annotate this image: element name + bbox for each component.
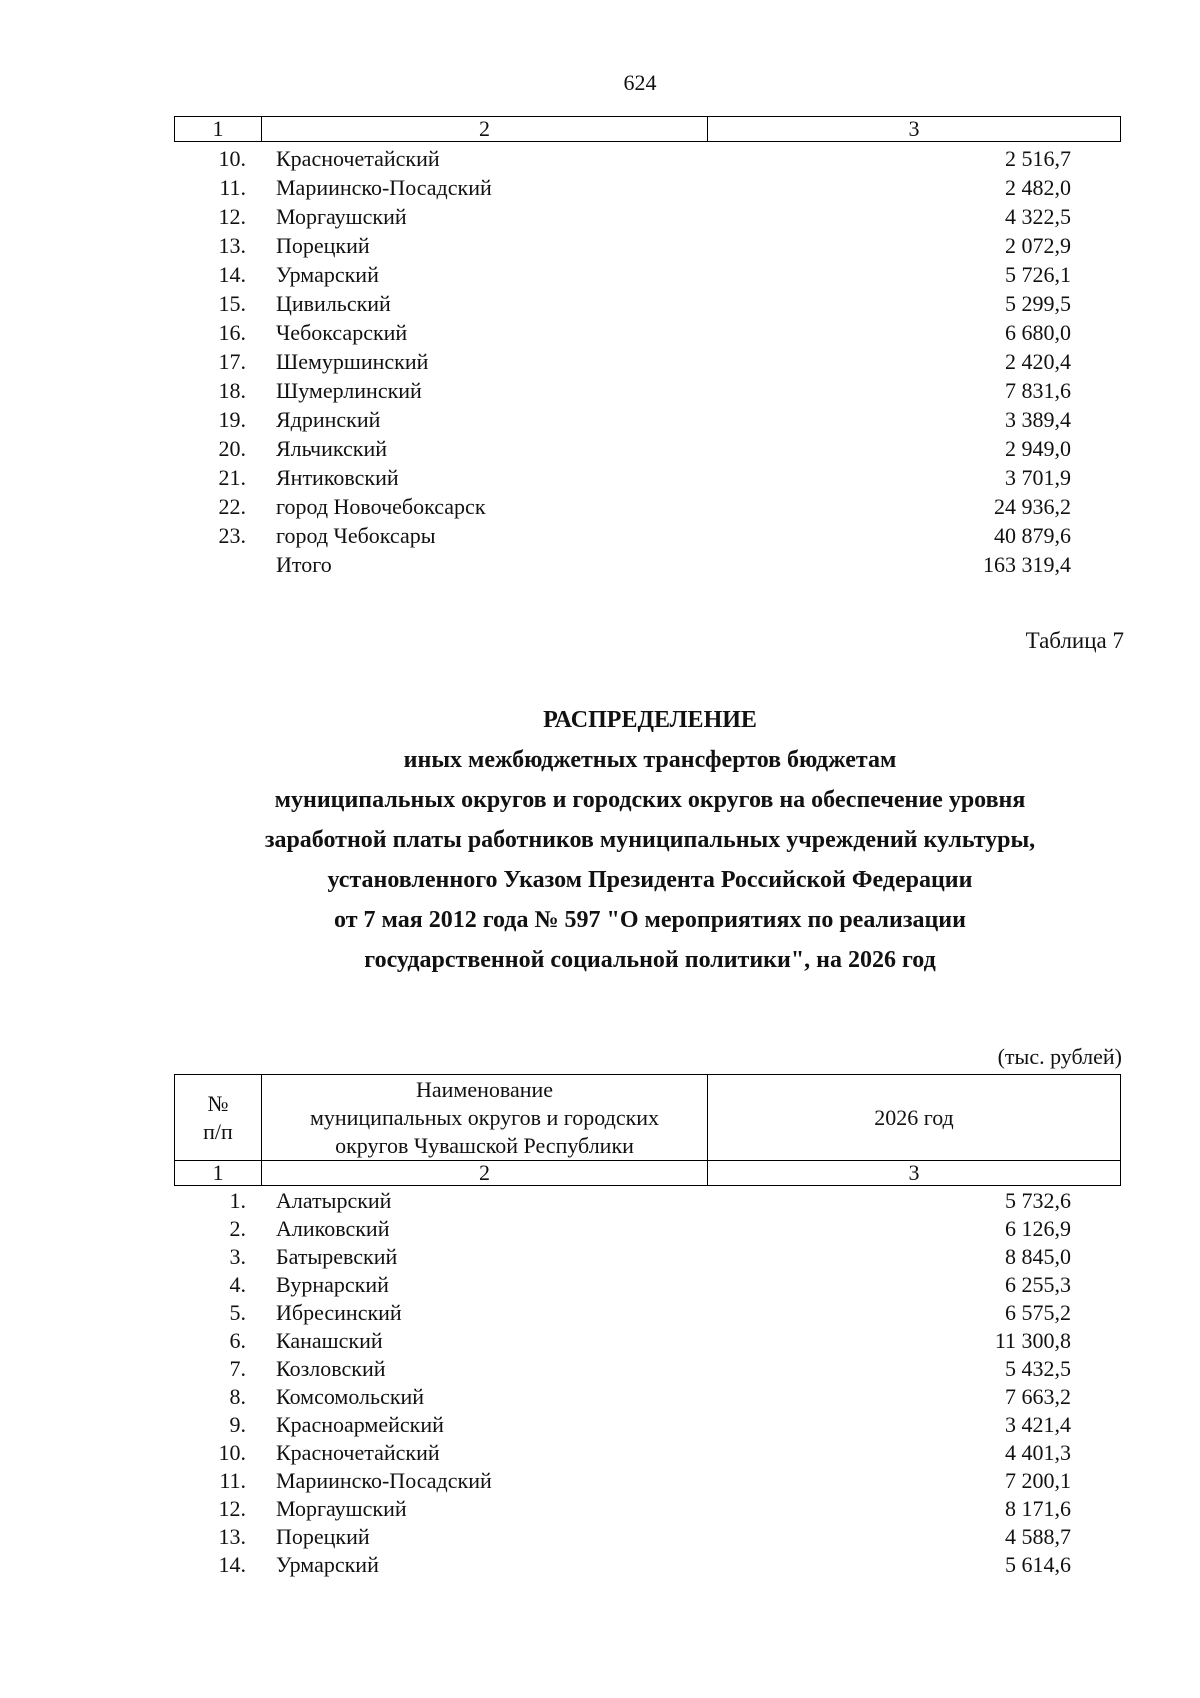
- row-name: Янтиковский: [276, 464, 399, 490]
- row-name: Красночетайский: [276, 145, 440, 171]
- title-line: муниципальных округов и городских округов на обеспечение уровня: [274, 787, 1026, 813]
- header-name-line2: муниципальных округов и городских: [309, 1104, 660, 1130]
- row-value: 5 614,6: [1005, 1552, 1071, 1577]
- table-continued-header: [174, 116, 1121, 142]
- table-row: [174, 1495, 1121, 1523]
- row-value: 7 663,2: [1005, 1384, 1071, 1409]
- row-name: город Чебоксары: [276, 522, 436, 548]
- row-name: Порецкий: [276, 1524, 370, 1549]
- table-row: [174, 347, 1121, 376]
- row-name: Красноармейский: [276, 1412, 444, 1437]
- header-number: [175, 1075, 262, 1160]
- row-number: 7.: [229, 1356, 246, 1381]
- table7-number-row: [174, 1160, 1121, 1186]
- row-value: 5 726,1: [1005, 261, 1071, 287]
- table-row: [174, 1271, 1121, 1299]
- row-number: 23.: [218, 522, 246, 548]
- header-year: 2026 год: [874, 1104, 954, 1130]
- row-name: Козловский: [276, 1356, 386, 1381]
- table-row: [174, 1551, 1121, 1579]
- row-value: 5 299,5: [1005, 290, 1071, 316]
- row-number: 2.: [229, 1216, 246, 1241]
- column-number-2: 2: [262, 1161, 708, 1185]
- row-name: Шемуршинский: [276, 348, 429, 374]
- row-value: 3 389,4: [1005, 406, 1071, 432]
- row-name: Мариинско-Посадский: [276, 174, 492, 200]
- row-value: 3 701,9: [1005, 464, 1071, 490]
- row-number: 14.: [218, 1552, 246, 1577]
- table-row: [174, 1523, 1121, 1551]
- row-name: Вурнарский: [276, 1272, 389, 1297]
- header-name-line3: округов Чувашской Республики: [335, 1132, 634, 1158]
- table-row: [174, 173, 1121, 202]
- table-row: [174, 405, 1121, 434]
- row-number: 13.: [218, 232, 246, 258]
- table-row: [174, 202, 1121, 231]
- row-value: 8 845,0: [1005, 1244, 1071, 1269]
- row-name: Батыревский: [276, 1244, 398, 1269]
- row-value: 4 322,5: [1005, 203, 1071, 229]
- table-row: [174, 1383, 1121, 1411]
- table-row: [174, 260, 1121, 289]
- header-name: [262, 1075, 708, 1160]
- row-value: 163 319,4: [983, 551, 1071, 577]
- row-number: 1.: [229, 1188, 246, 1213]
- row-name: Канашский: [276, 1328, 383, 1353]
- row-value: 40 879,6: [994, 522, 1071, 548]
- header-name-line1: Наименование: [415, 1076, 554, 1102]
- table-row: [174, 1439, 1121, 1467]
- title-line: установленного Указом Президента Российской Федерации: [327, 867, 973, 893]
- row-value: 4 588,7: [1005, 1524, 1071, 1549]
- table-row: [174, 550, 1121, 579]
- row-value: 2 420,4: [1005, 348, 1071, 374]
- row-number: 20.: [218, 435, 246, 461]
- row-value: 11 300,8: [994, 1328, 1071, 1353]
- row-number: 19.: [218, 406, 246, 432]
- units-label: (тыс. рублей): [997, 1044, 1122, 1069]
- row-name: Комсомольский: [276, 1384, 425, 1409]
- row-value: 24 936,2: [994, 493, 1071, 519]
- table7-column-headers: [174, 1074, 1121, 1160]
- table-continued-body: [174, 144, 1121, 579]
- table-row: [174, 1299, 1121, 1327]
- table-row: [174, 1327, 1121, 1355]
- row-value: 7 831,6: [1005, 377, 1071, 403]
- row-number: 8.: [229, 1384, 246, 1409]
- table-row: [174, 492, 1121, 521]
- row-number: 14.: [218, 261, 246, 287]
- table-row: [174, 1411, 1121, 1439]
- table-row: [174, 521, 1121, 550]
- table-row: [174, 1243, 1121, 1271]
- row-value: 2 949,0: [1005, 435, 1071, 461]
- row-value: 3 421,4: [1005, 1412, 1071, 1437]
- header-number-line2: п/п: [203, 1118, 233, 1144]
- table-row: [174, 463, 1121, 492]
- row-name: Яльчикский: [276, 435, 387, 461]
- row-value: 5 732,6: [1005, 1188, 1071, 1213]
- table-row: [174, 1467, 1121, 1495]
- table-row: [174, 1187, 1121, 1215]
- row-number: 10.: [218, 1440, 246, 1465]
- row-name: Алатырский: [276, 1188, 392, 1213]
- column-number-3: 3: [908, 116, 920, 141]
- row-value: 7 200,1: [1005, 1468, 1071, 1493]
- header-number-line1: №: [207, 1090, 229, 1116]
- row-name: Шумерлинский: [276, 377, 422, 403]
- row-value: 2 482,0: [1005, 174, 1071, 200]
- row-number: 22.: [218, 493, 246, 519]
- row-value: 6 575,2: [1005, 1300, 1071, 1325]
- row-value: 2 072,9: [1005, 232, 1071, 258]
- row-name: город Новочебоксарск: [276, 493, 486, 519]
- title-line: РАСПРЕДЕЛЕНИЕ: [543, 707, 757, 733]
- row-number: 3.: [229, 1244, 246, 1269]
- row-value: 6 680,0: [1005, 319, 1071, 345]
- row-value: 6 126,9: [1005, 1216, 1071, 1241]
- row-number: 11.: [219, 1468, 246, 1493]
- table-row: [174, 1215, 1121, 1243]
- table-label: Таблица 7: [1025, 628, 1124, 653]
- row-number: 12.: [218, 1496, 246, 1521]
- column-number-1: 1: [175, 1161, 262, 1185]
- row-number: 12.: [218, 203, 246, 229]
- table-row: [174, 231, 1121, 260]
- row-number: 4.: [229, 1272, 246, 1297]
- page-number: 624: [623, 70, 657, 95]
- table-row: [174, 144, 1121, 173]
- row-number: 15.: [218, 290, 246, 316]
- title-line: заработной платы работников муниципальных учреждений культуры,: [264, 827, 1036, 853]
- table-row: [174, 289, 1121, 318]
- row-value: 6 255,3: [1005, 1272, 1071, 1297]
- row-number: 17.: [218, 348, 246, 374]
- row-number: 6.: [229, 1328, 246, 1353]
- title-line: государственной социальной политики", на 2026 год: [364, 947, 936, 973]
- row-value: 8 171,6: [1005, 1496, 1071, 1521]
- row-name: Урмарский: [276, 261, 379, 287]
- row-number: 21.: [218, 464, 246, 490]
- row-number: 13.: [218, 1524, 246, 1549]
- title-line: от 7 мая 2012 года № 597 "О мероприятиях по реализации: [334, 907, 966, 933]
- row-name: Итого: [276, 551, 332, 577]
- row-number: 16.: [218, 319, 246, 345]
- row-name: Моргаушский: [276, 1496, 407, 1521]
- table-row: [174, 376, 1121, 405]
- row-number: 9.: [229, 1412, 246, 1437]
- row-name: Аликовский: [276, 1216, 390, 1241]
- row-name: Мариинско-Посадский: [276, 1468, 492, 1493]
- column-number-3: 3: [908, 1160, 920, 1185]
- table-row: [174, 434, 1121, 463]
- table7-body: [174, 1187, 1121, 1579]
- table-title: [150, 700, 1150, 980]
- row-name: Красночетайский: [276, 1440, 440, 1465]
- row-number: 18.: [218, 377, 246, 403]
- column-number-2: 2: [262, 117, 708, 141]
- row-number: 11.: [219, 174, 246, 200]
- table-row: [174, 318, 1121, 347]
- row-name: Цивильский: [276, 290, 391, 316]
- row-name: Ибресинский: [276, 1300, 402, 1325]
- row-number: 5.: [229, 1300, 246, 1325]
- row-name: Моргаушский: [276, 203, 407, 229]
- row-name: Чебоксарский: [276, 319, 408, 345]
- row-value: 2 516,7: [1005, 145, 1071, 171]
- row-number: 10.: [218, 145, 246, 171]
- column-number-1: 1: [175, 117, 262, 141]
- row-name: Ядринский: [276, 406, 381, 432]
- row-value: 5 432,5: [1005, 1356, 1071, 1381]
- row-name: Порецкий: [276, 232, 370, 258]
- title-line: иных межбюджетных трансфертов бюджетам: [403, 747, 897, 773]
- row-value: 4 401,3: [1005, 1440, 1071, 1465]
- row-name: Урмарский: [276, 1552, 379, 1577]
- table-row: [174, 1355, 1121, 1383]
